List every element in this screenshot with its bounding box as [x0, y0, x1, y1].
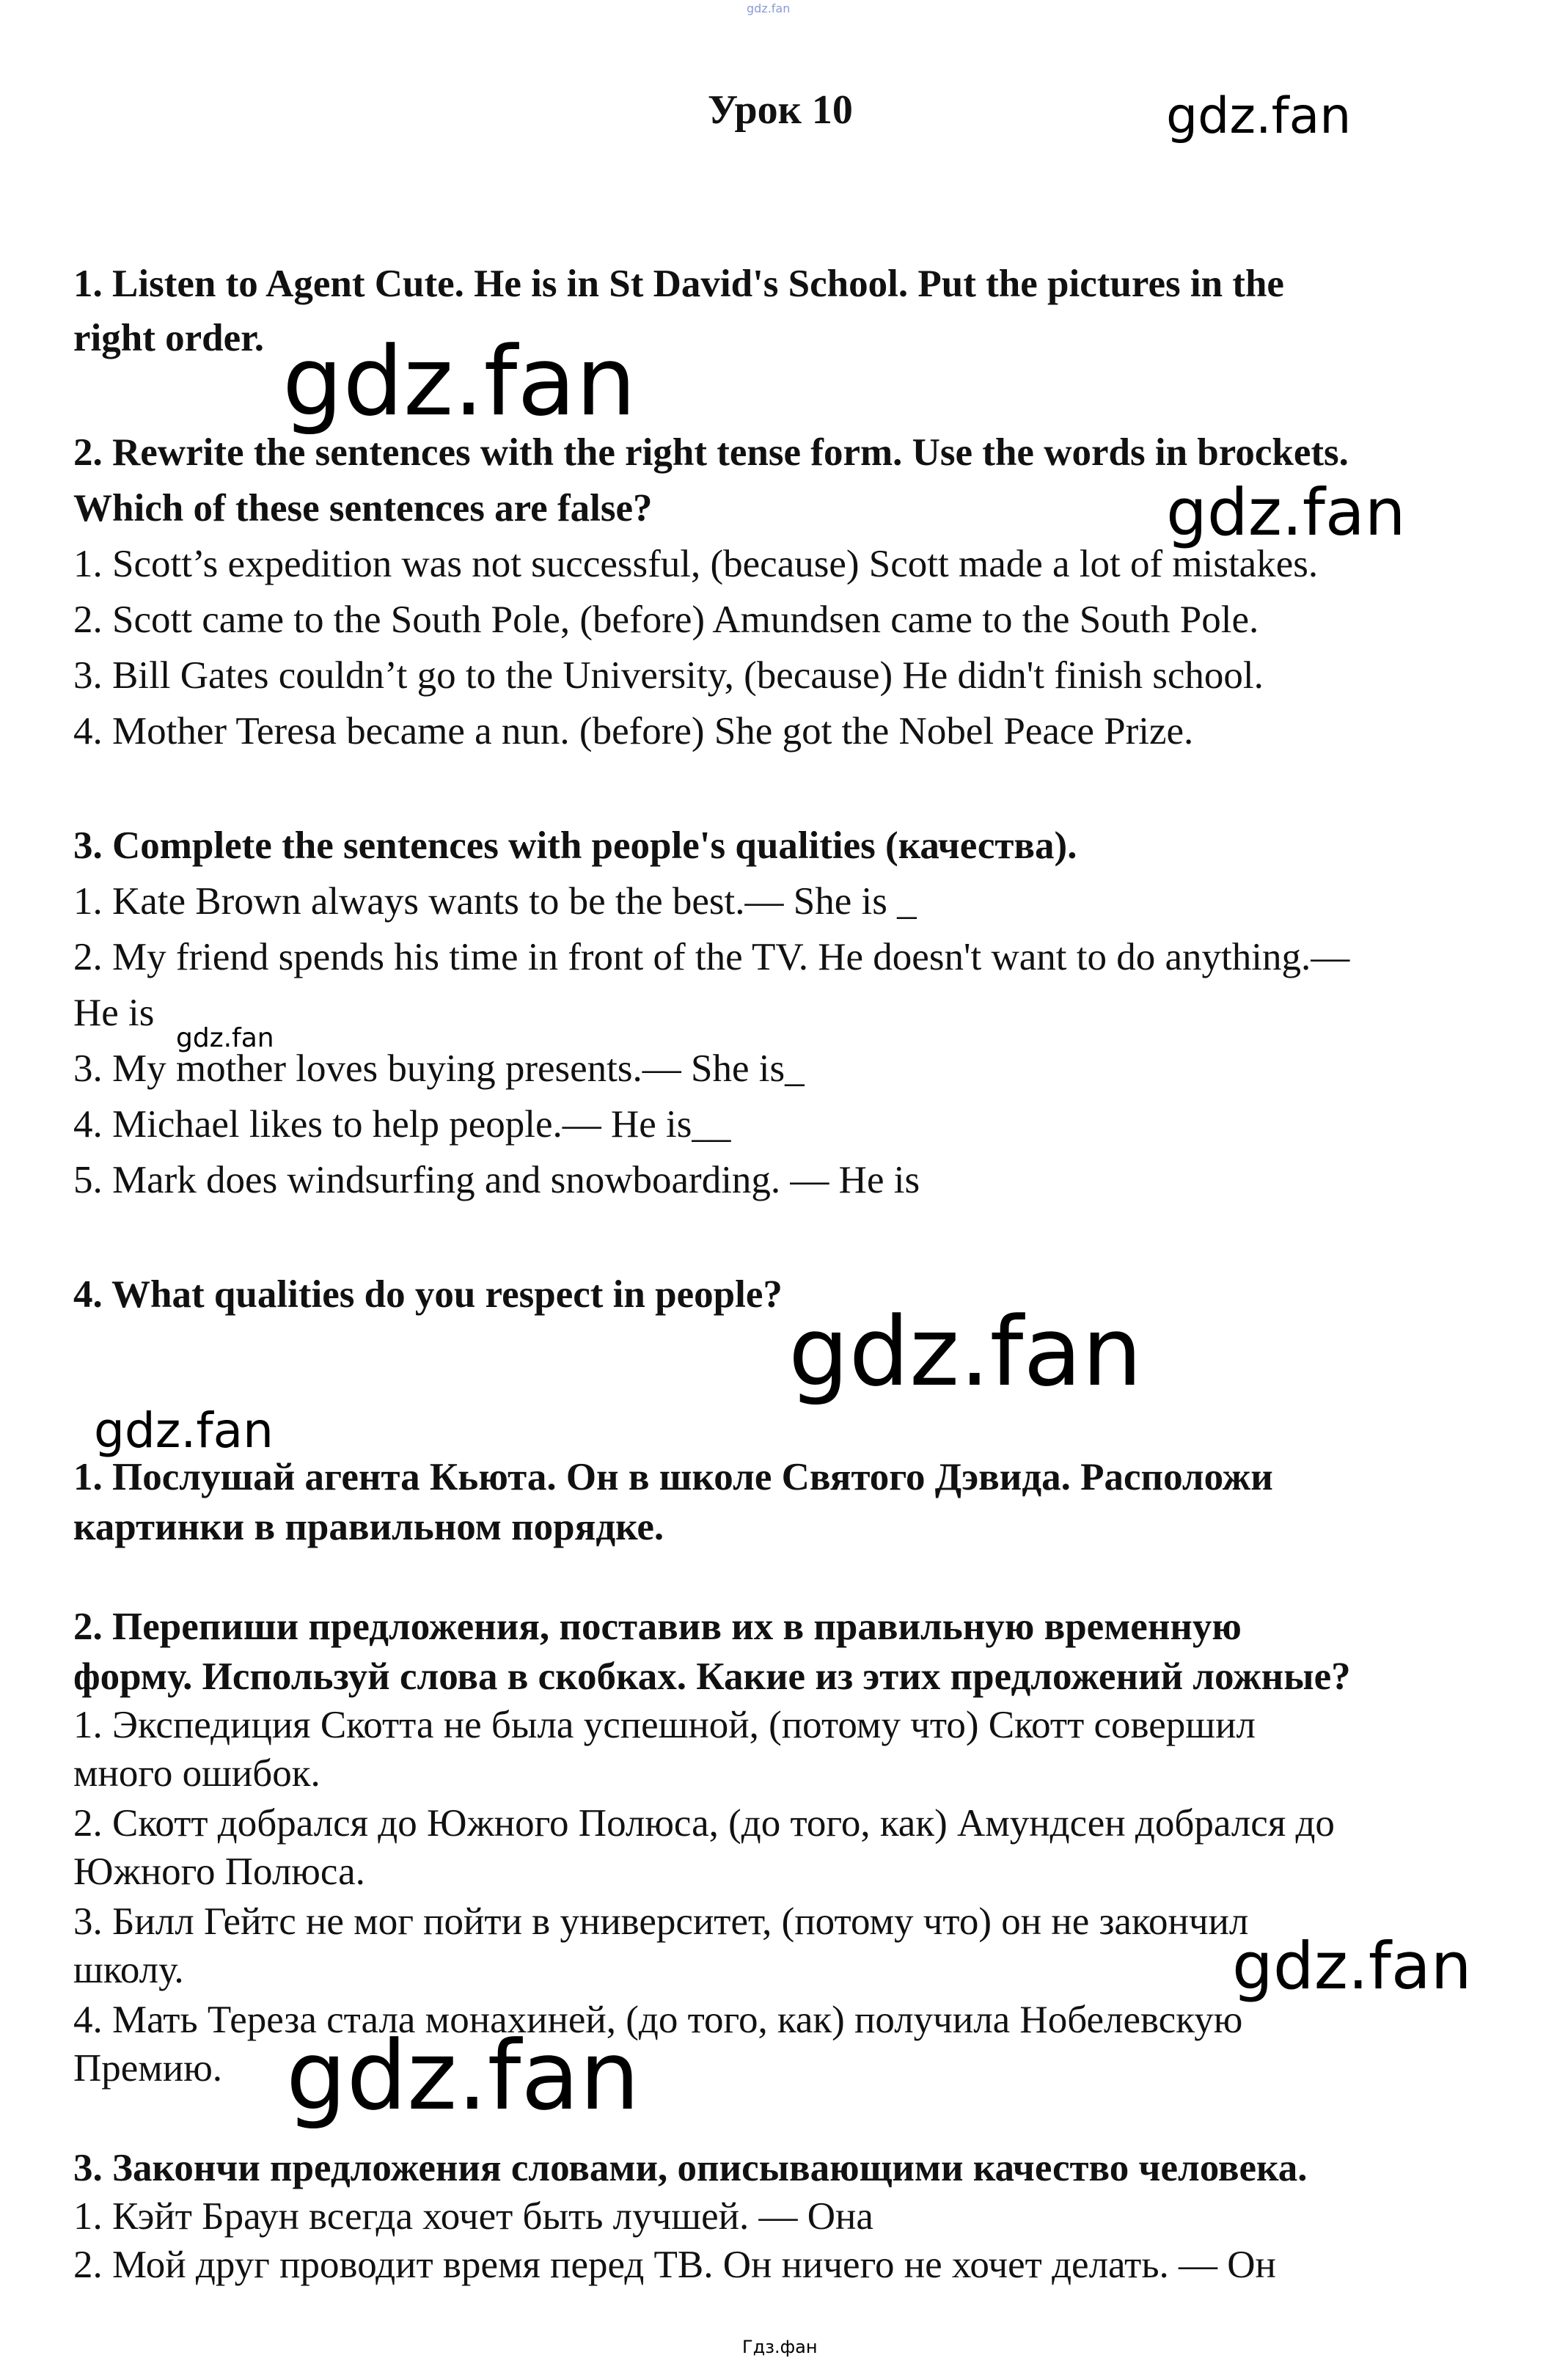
task2-heading-line1: 2. Rewrite the sentences with the right tense form. Use the words in brockets.: [73, 431, 1349, 474]
watermark: gdz.fan: [282, 326, 637, 437]
task3-heading: 3. Complete the sentences with people's qualities (качества).: [73, 824, 1077, 867]
watermark: gdz.fan: [1166, 475, 1406, 550]
ru-task2-item-1: 1. Экспедиция Скотта не была успешной, (потому что) Скотт совершил: [73, 1704, 1256, 1746]
ru-task2-item-4: 4. Мать Тереза стала монахиней, (до того, как) получила Нобелевскую: [73, 1999, 1243, 2041]
watermark: gdz.fan: [788, 1296, 1143, 1407]
ru-task2-item-2: 2. Скотт добрался до Южного Полюса, (до того, как) Амундсен добрался до: [73, 1802, 1335, 1845]
footer-mark: Гдз.фан: [742, 2337, 818, 2357]
ru-task2-item-3-cont: школу.: [73, 1949, 184, 1991]
task2-item-4: 4. Mother Teresa became a nun. (before) She got the Nobel Peace Prize.: [73, 710, 1194, 753]
watermark: gdz.fan: [94, 1402, 274, 1459]
page-title: Урок 10: [708, 87, 853, 133]
task3-item-1: 1. Kate Brown always wants to be the best.— She is _: [73, 880, 917, 923]
ru-task3-item-2: 2. Мой друг проводит время перед ТВ. Он ничего не хочет делать. — Он: [73, 2244, 1276, 2286]
watermark: gdz.fan: [176, 1023, 274, 1053]
top-watermark: gdz.fan: [747, 1, 791, 15]
ru-task3-heading: 3. Закончи предложения словами, описывающими качество человека.: [73, 2147, 1308, 2189]
task3-item-2: 2. My friend spends his time in front of the TV. He doesn't want to do anything.—: [73, 936, 1350, 978]
task1-heading-line1: 1. Listen to Agent Cute. He is in St David's School. Put the pictures in the: [73, 263, 1284, 305]
ru-task2-heading-line2: форму. Используй слова в скобках. Какие из этих предложений ложные?: [73, 1655, 1351, 1698]
task2-item-2: 2. Scott came to the South Pole, (before) Amundsen came to the South Pole.: [73, 598, 1259, 641]
task1-heading-line2: right order.: [73, 317, 265, 359]
ru-task2-item-4-cont: Премию.: [73, 2047, 223, 2090]
watermark: gdz.fan: [1232, 1928, 1472, 2004]
task2-item-3: 3. Bill Gates couldn’t go to the University, (because) He didn't finish school.: [73, 654, 1264, 697]
task3-item-2-cont: He is: [73, 992, 155, 1034]
ru-task2-item-3: 3. Билл Гейтс не мог пойти в университет, (потому что) он не закончил: [73, 1900, 1249, 1943]
task4-heading: 4. What qualities do you respect in people?: [73, 1273, 783, 1316]
task3-item-5: 5. Mark does windsurfing and snowboarding. — He is: [73, 1159, 920, 1201]
ru-task1-heading-line1: 1. Послушай агента Кьюта. Он в школе Святого Дэвида. Расположи: [73, 1456, 1273, 1498]
ru-task2-item-2-cont: Южного Полюса.: [73, 1850, 365, 1893]
task3-item-4: 4. Michael likes to help people.— He is__: [73, 1103, 731, 1146]
task2-item-1: 1. Scott’s expedition was not successful, (because) Scott made a lot of mistakes.: [73, 543, 1319, 585]
ru-task1-heading-line2: картинки в правильном порядке.: [73, 1506, 664, 1548]
task3-item-3: 3. My mother loves buying presents.— She is_: [73, 1047, 805, 1090]
watermark: gdz.fan: [286, 2020, 640, 2131]
ru-task2-item-1-cont: много ошибок.: [73, 1752, 320, 1795]
ru-task3-item-1: 1. Кэйт Браун всегда хочет быть лучшей. — Она: [73, 2195, 873, 2238]
watermark: gdz.fan: [1166, 87, 1352, 145]
ru-task2-heading-line1: 2. Перепиши предложения, поставив их в правильную временную: [73, 1605, 1242, 1648]
task2-heading-line2: Which of these sentences are false?: [73, 487, 653, 530]
